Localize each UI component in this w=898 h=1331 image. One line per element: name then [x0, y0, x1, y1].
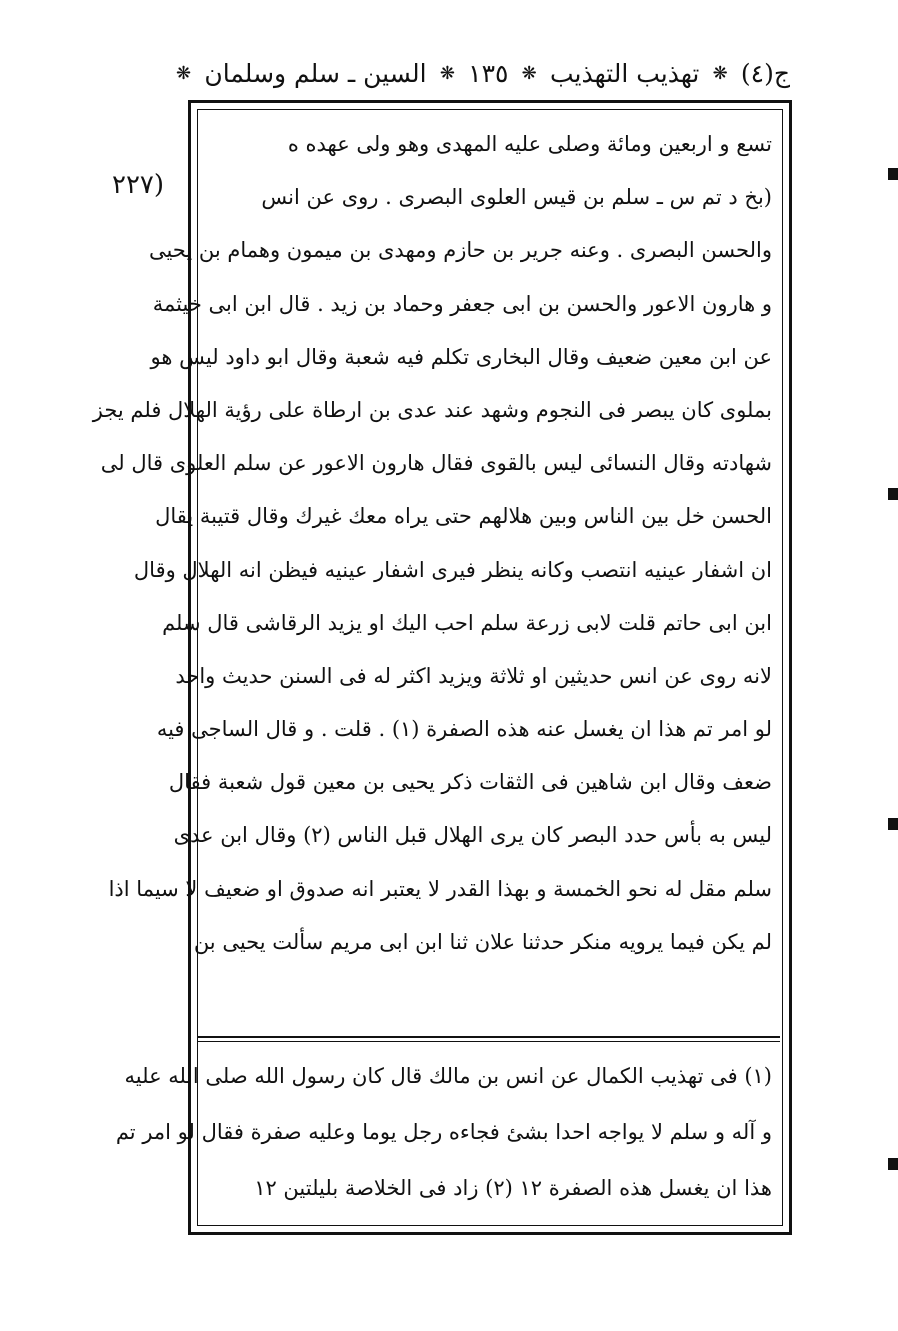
body-line: و هارون الاعور والحسن بن ابى جعفر وحماد بن زيد . قال ابن ابى خيثمة: [152, 291, 772, 316]
volume-label: ج(٤): [740, 58, 790, 88]
body-line: والحسن البصرى . وعنه جرير بن حازم ومهدى بن ميمون وهمام بن يحيى: [148, 238, 772, 263]
section-title: السين ـ سلم وسلمان: [204, 58, 427, 88]
margin-entry-number: (٢٢٧: [112, 170, 165, 200]
footnote-line: هذا ان يغسل هذه الصفرة ١٢ (٢) زاد فى الخلاصة بليلتين ١٢: [254, 1176, 772, 1200]
ornament-icon: ❋: [176, 62, 192, 84]
footnote-divider-thin: [198, 1041, 780, 1042]
body-line: سلم مقل له نحو الخمسة و بهذا القدر لا يعتبر انه صدوق او ضعيف لا سيما اذا: [108, 876, 772, 901]
body-line: بملوى كان يبصر فى النجوم وشهد عند عدى بن ارطاة على رؤية الهلال فلم يجز: [92, 397, 772, 422]
footnote-line: و آله و سلم لا يواجه احدا بشئ فجاءه رجل يوما وعليه صفرة فقال لو امر تم: [115, 1120, 772, 1144]
footnote-divider: [198, 1036, 780, 1038]
scan-edge-mark: [888, 818, 898, 830]
scan-edge-mark: [888, 488, 898, 500]
body-line: ضعف وقال ابن شاهين فى الثقات ذكر يحيى بن معين قول شعبة فقال: [168, 770, 772, 795]
book-title: تهذيب التهذيب: [550, 58, 700, 88]
body-line: لم يكن فيما يرويه منكر حدثنا علان ثنا ابن ابى مريم سألت يحيى بن: [193, 929, 772, 954]
body-line: ابن ابى حاتم قلت لابى زرعة سلم احب اليك او يزيد الرقاشى قال سلم: [162, 610, 772, 635]
ornament-icon: ❋: [712, 62, 728, 84]
body-line: لو امر تم هذا ان يغسل عنه هذه الصفرة (١) . قلت . و قال الساجى فيه: [156, 717, 772, 742]
body-line: تسع و اربعين ومائة وصلى عليه المهدى وهو ولى عهده ه: [287, 132, 772, 156]
body-line: لانه روى عن انس حديثين او ثلاثة ويزيد اكثر له فى السنن حديث واحد: [175, 663, 772, 688]
scan-edge-mark: [888, 168, 898, 180]
body-line: ان اشفار عينيه انتصب وكانه ينظر فيرى اشفار عينيه فيظن انه الهلال وقال: [133, 557, 772, 582]
body-line: عن ابن معين ضعيف وقال البخارى تكلم فيه شعبة وقال ابو داود ليس هو: [150, 344, 772, 369]
running-header: [176, 48, 790, 98]
footnotes: [115, 1048, 772, 1216]
ornament-icon: ❋: [521, 62, 537, 84]
page-number: ١٣٥: [468, 58, 509, 88]
footnote-line: (١) فى تهذيب الكمال عن انس بن مالك قال كان رسول الله صلى الله عليه: [124, 1064, 772, 1088]
body-line: (بخ د تم س ـ سلم بن قيس العلوى البصرى . روى عن انس: [261, 185, 772, 210]
ornament-icon: ❋: [439, 62, 455, 84]
body-line: شهادته وقال النسائى ليس بالقوى فقال هارون الاعور عن سلم العلوى قال لى: [100, 451, 772, 476]
body-line: الحسن خل بين الناس وبين هلالهم حتى يراه معك غيرك وقال قتيبة يقال: [155, 504, 772, 529]
scan-edge-mark: [888, 1158, 898, 1170]
body-line: ليس به بأس حدد البصر كان يرى الهلال قبل الناس (٢) وقال ابن عدى: [173, 823, 772, 848]
